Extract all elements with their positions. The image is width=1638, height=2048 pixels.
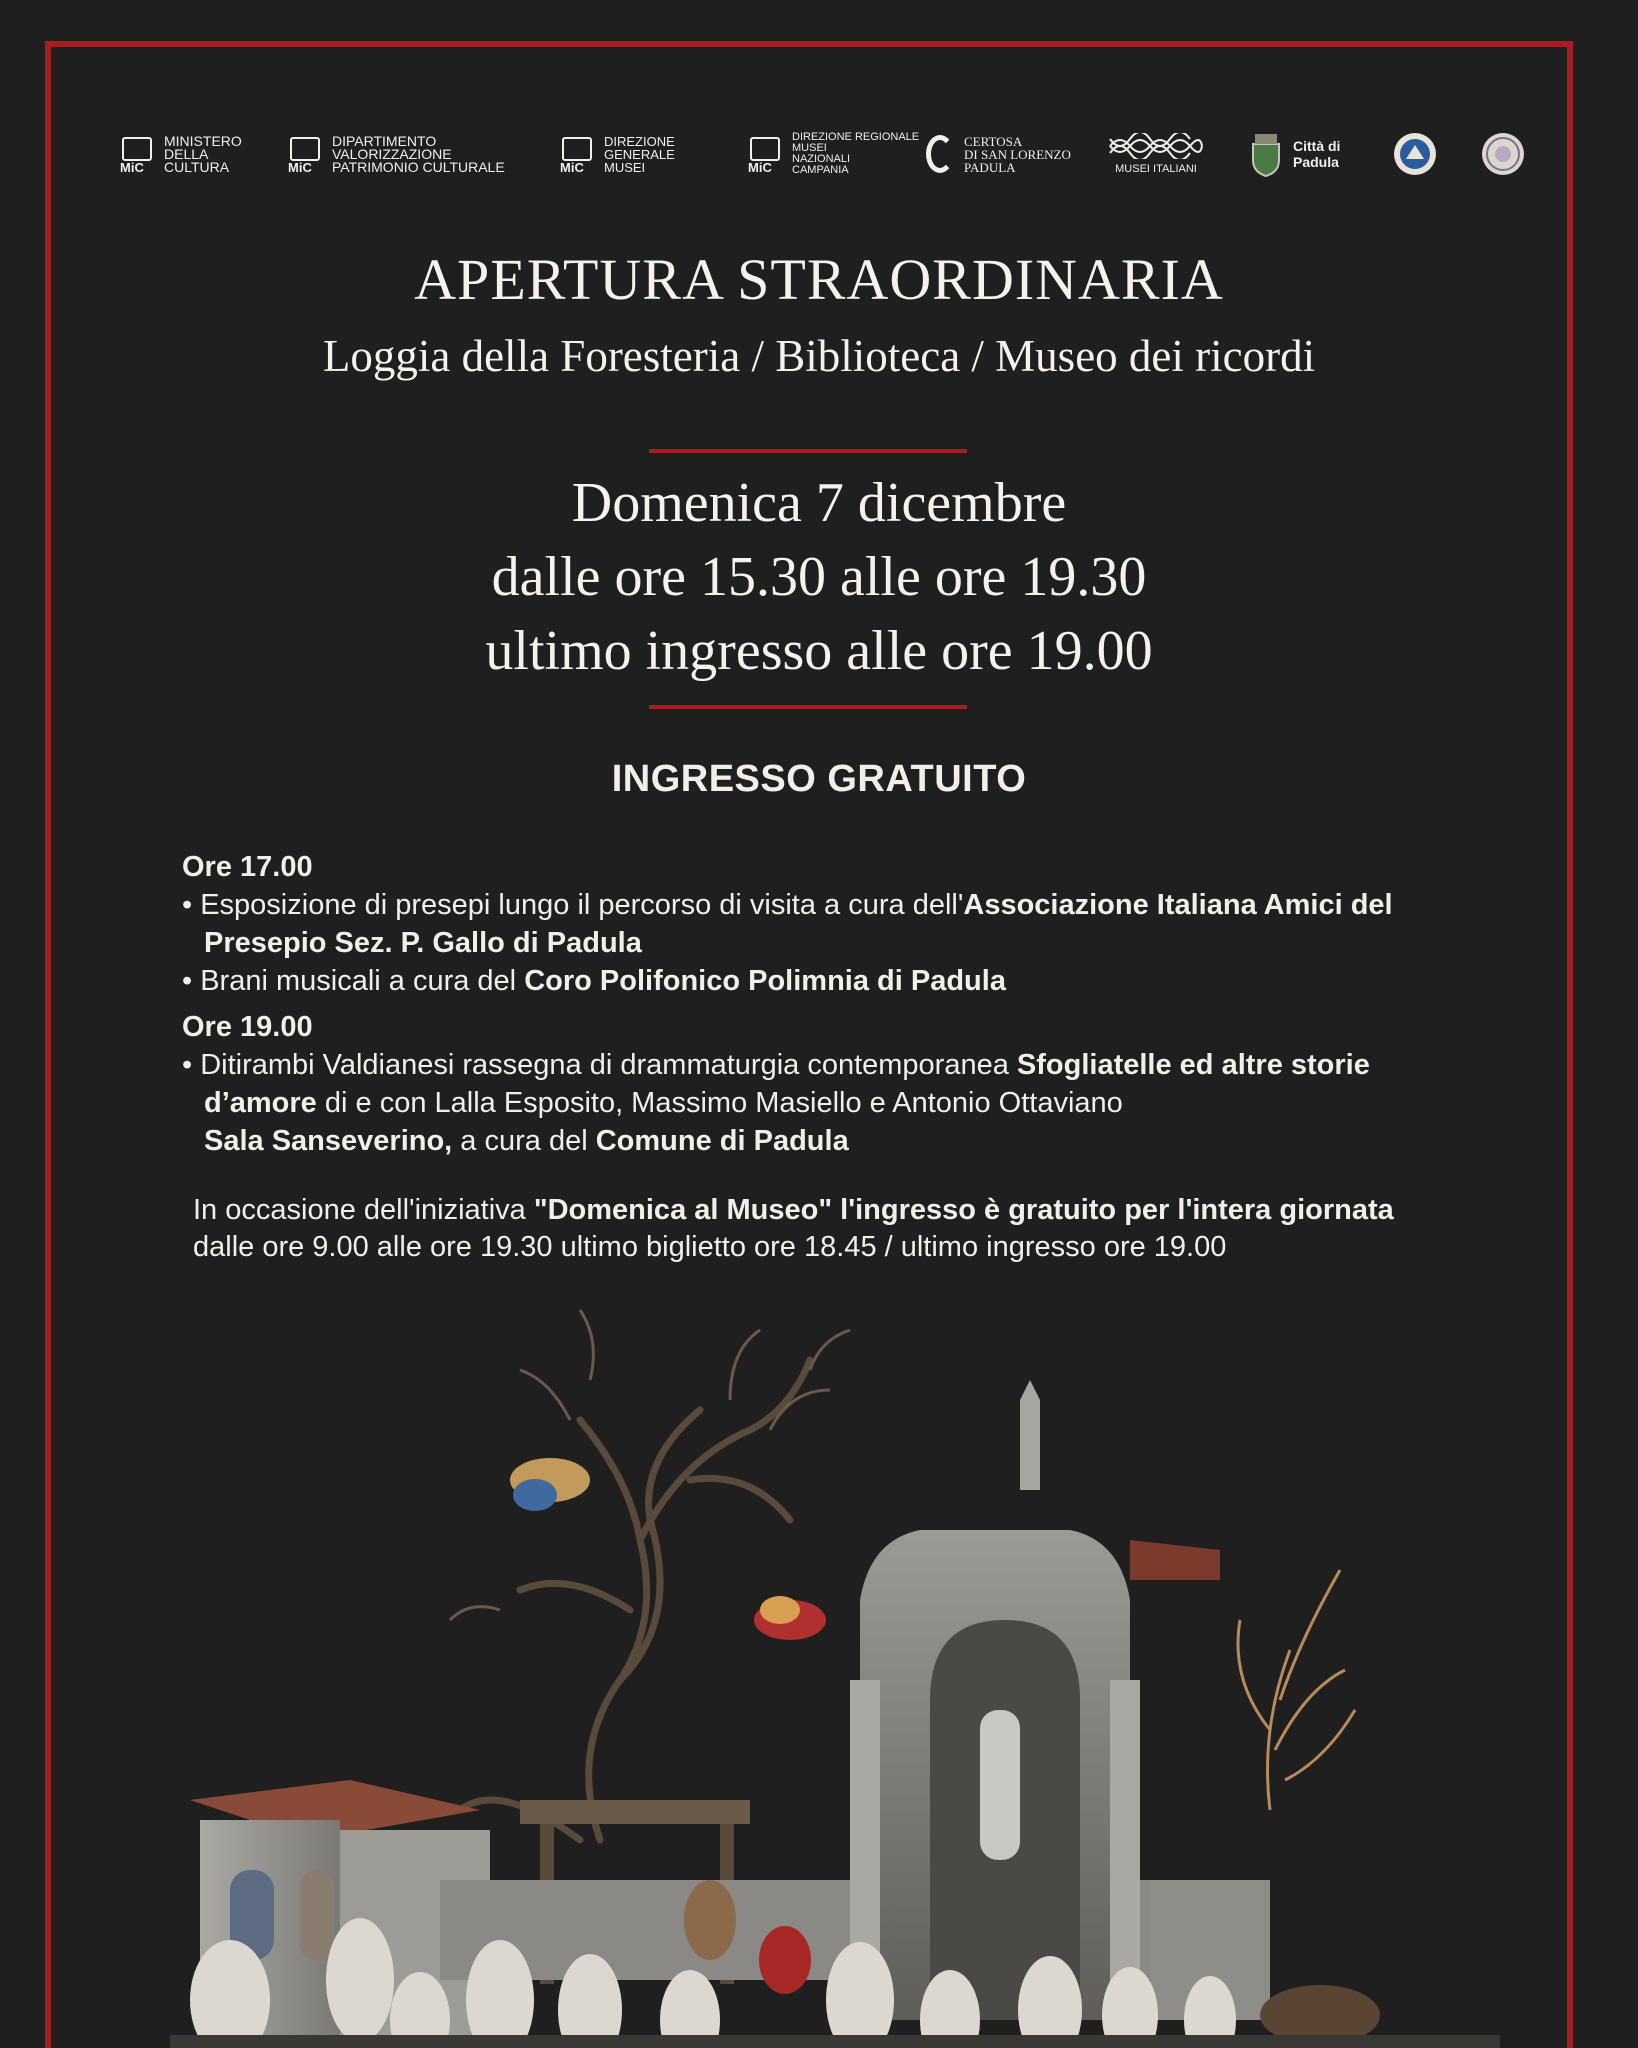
divider-bottom [649, 705, 967, 709]
program-item: • Brani musicali a cura del Coro Polifonico Polimnia di Padula [182, 965, 1006, 997]
logo-bar [0, 128, 1638, 180]
program-time: Ore 17.00 [182, 851, 313, 883]
date-line: Domenica 7 dicembre [571, 472, 1067, 534]
logo-ministero: MiC MINISTERO DELLA CULTURA [120, 132, 242, 175]
logo-certosa: CERTOSA DI SAN LORENZO PADULA [926, 128, 1071, 180]
round-emblem-icon [1392, 131, 1438, 177]
mic-logo-icon: MiC [288, 133, 328, 175]
hours-line: dalle ore 15.30 alle ore 19.30 [491, 546, 1147, 608]
page-title: APERTURA STRAORDINARIA [414, 247, 1224, 312]
logo-direzione-musei: MiC DIREZIONE GENERALE MUSEI [560, 133, 675, 175]
logo-emblem-1 [1392, 128, 1438, 180]
program-item: • Ditirambi Valdianesi rassegna di drammaturgia contemporanea Sfogliatelle ed altre storie d’amore di e con Lalla Esposito, Massimo Masiello e Antonio Ottaviano Sala Sanseverino, a cura del Comune di Padula [182, 1049, 1370, 1157]
musei-italiani-icon [1108, 133, 1204, 159]
museum-sunday-note: In occasione dell'iniziativa "Domenica al Museo" l'ingresso è gratuito per l'intera giornata dalle ore 9.00 alle ore 19.30 ultimo biglietto ore 18.45 / ultimo ingresso ore 19.00 [193, 1194, 1394, 1263]
program [182, 848, 1502, 1160]
certosa-icon [926, 135, 954, 173]
logo-emblem-2 [1480, 128, 1526, 180]
nativity-scene-image [170, 1280, 1500, 2048]
free-entry-heading: INGRESSO GRATUITO [611, 758, 1027, 800]
logo-musei-italiani: MUSEI ITALIANI [1108, 128, 1204, 180]
program-time: Ore 19.00 [182, 1011, 313, 1043]
divider-top [649, 449, 967, 453]
logo-campania: MiC DIREZIONE REGIONALE MUSEI NAZIONALI CAMPANIA [748, 131, 920, 176]
coat-of-arms-icon [1247, 130, 1285, 178]
program-item: • Esposizione di presepi lungo il percorso di visita a cura dell'Associazione Italiana Amici del Presepio Sez. P. Gallo di Padula [182, 889, 1393, 959]
page-subtitle: Loggia della Foresteria / Biblioteca / Museo dei ricordi [322, 331, 1316, 381]
mic-logo-icon: MiC [120, 133, 160, 175]
round-seal-icon [1480, 131, 1526, 177]
mic-logo-icon: MiC [748, 133, 788, 175]
logo-citta-padula: Città di Padula [1247, 128, 1340, 180]
date-block [0, 466, 1638, 688]
logo-dipartimento: MiC DIPARTIMENTO VALORIZZAZIONE PATRIMONIO CULTURALE [288, 132, 505, 175]
last-entry-line: ultimo ingresso alle ore 19.00 [485, 620, 1153, 682]
mic-logo-icon: MiC [560, 133, 600, 175]
